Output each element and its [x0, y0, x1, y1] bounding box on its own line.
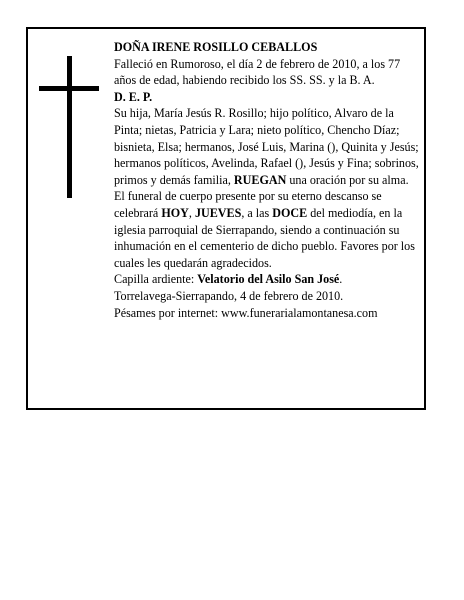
place-date: Torrelavega-Sierrapando, 4 de febrero de 2010. [114, 288, 344, 303]
request-word: RUEGAN [233, 172, 287, 187]
cross-icon [67, 56, 72, 198]
chapel-end: . [339, 272, 343, 287]
funeral-details: del mediodía, en la iglesia parroquial de Sierrapando, siendo a continuación su inhumación en el cementerio de dicho pueblo. Favores por los cuales les quedarán agradecidos. [114, 205, 415, 270]
family-paragraph [114, 105, 422, 271]
obituary-text [114, 39, 422, 321]
time-prefix: , a las [241, 205, 273, 220]
chapel-label: Capilla ardiente: [114, 272, 198, 287]
deceased-name: DOÑA IRENE ROSILLO CEBALLOS [114, 40, 318, 54]
comma-sep: , [188, 205, 195, 220]
chapel-line [114, 271, 422, 288]
day-today: HOY [161, 205, 189, 220]
family-list: Su hija, María Jesús R. Rosillo; hijo político, Alvaro de la Pinta; nietas, Patricia y Lara; nieto político, Chencho Díaz; bisnieta, Elsa; hermanos, José Luis, Marina (), Quinita y Jesús; hermanos políticos, Avelinda, Rafael (), Jesús y Fina; sobrinos, primos y demás familia, [114, 106, 419, 187]
rip: D. E. P. [114, 89, 153, 104]
request-text: una oración por su alma. El funeral de cuerpo presente por su eterno descanso se celebrará [114, 172, 409, 220]
obituary-notice [26, 27, 426, 410]
condolences: Pésames por internet: www.funerarialamontanesa.com [114, 305, 378, 320]
chapel-name: Velatorio del Asilo San José [197, 272, 340, 287]
death-notice: Falleció en Rumoroso, el día 2 de febrero de 2010, a los 77 años de edad, habiendo recibido los SS. SS. y la B. A. [114, 56, 401, 88]
funeral-time: DOCE [272, 205, 308, 220]
weekday: JUEVES [194, 205, 242, 220]
cross-icon-bar [39, 86, 99, 91]
